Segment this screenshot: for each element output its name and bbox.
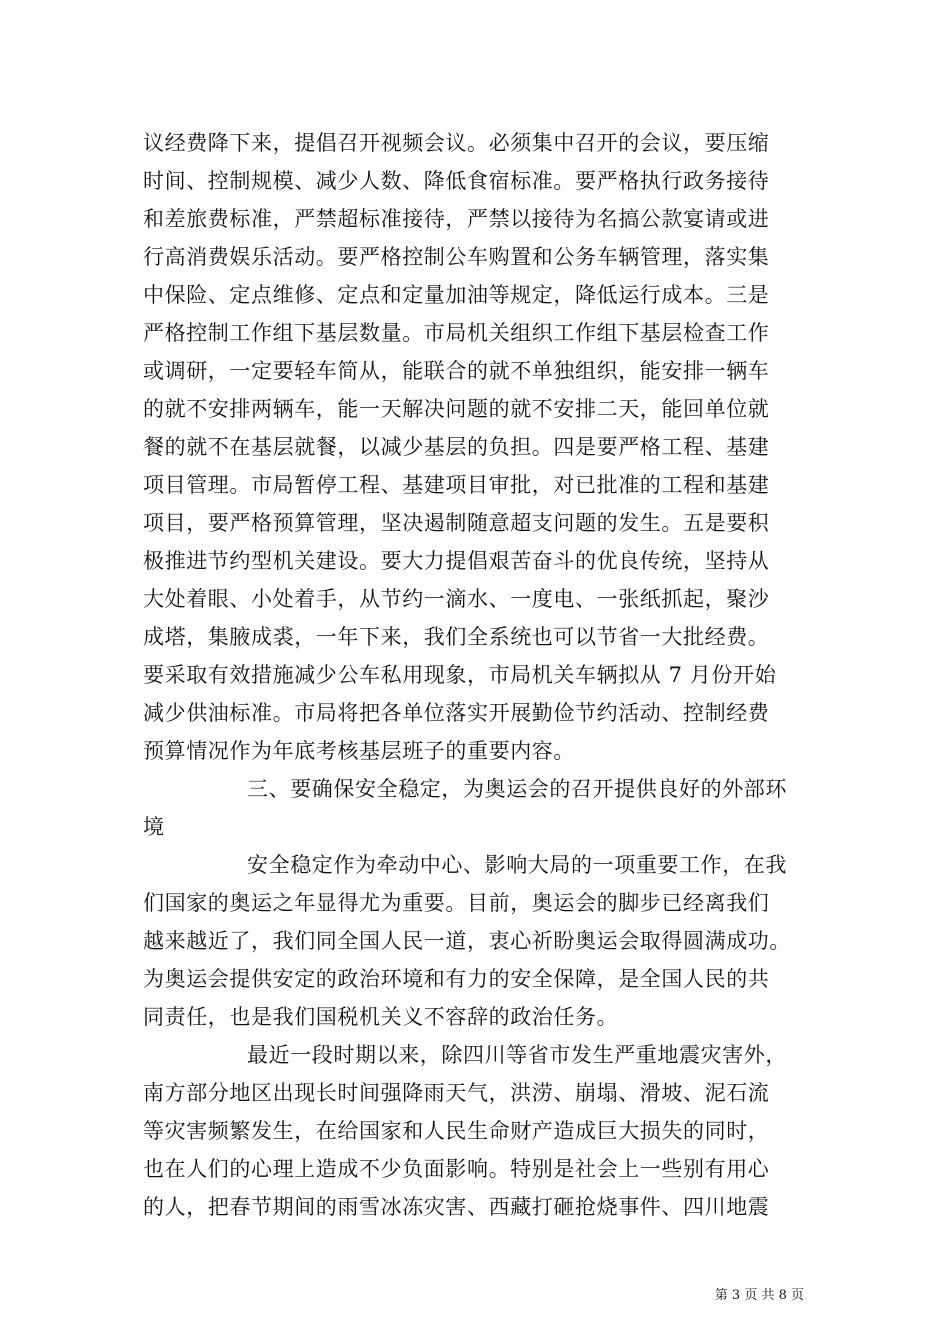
body-line: 的就不安排两辆车，能一天解决问题的就不安排二天，能回单位就	[143, 397, 770, 421]
body-line: 或调研，一定要轻车简从，能联合的就不单独组织，能安排一辆车	[143, 359, 770, 383]
section-heading-line: 境	[143, 815, 165, 839]
page-number-footer: 第 3 页 共 8 页	[714, 1288, 804, 1303]
body-line: 行高消费娱乐活动。要严格控制公车购置和公务车辆管理，落实集	[143, 245, 770, 269]
body-line: 预算情况作为年底考核基层班子的重要内容。	[143, 739, 575, 763]
body-line: 极推进节约型机关建设。要大力提倡艰苦奋斗的优良传统，坚持从	[143, 549, 770, 573]
body-line: 也在人们的心理上造成不少负面影响。特别是社会上一些别有用心	[143, 1157, 770, 1181]
body-line: 大处着眼、小处着手，从节约一滴水、一度电、一张纸抓起，聚沙	[143, 587, 770, 611]
body-line: 最近一段时期以来，除四川等省市发生严重地震灾害外，	[247, 1043, 787, 1067]
body-line: 成塔，集腋成裘，一年下来，我们全系统也可以节省一大批经费。	[143, 625, 770, 649]
body-line: 同责任，也是我们国税机关义不容辞的政治任务。	[143, 1005, 619, 1029]
body-line: 时间、控制规模、减少人数、降低食宿标准。要严格执行政务接待	[143, 169, 770, 193]
body-line: 安全稳定作为牵动中心、影响大局的一项重要工作，在我	[247, 853, 787, 877]
body-line: 的人，把春节期间的雨雪冰冻灾害、西藏打砸抢烧事件、四川地震	[143, 1195, 770, 1219]
body-line: 要采取有效措施减少公车私用现象，市局机关车辆拟从 7 月份开始	[143, 663, 777, 687]
body-line: 项目管理。市局暂停工程、基建项目审批，对已批准的工程和基建	[143, 473, 770, 497]
body-line: 和差旅费标准，严禁超标准接待，严禁以接待为名搞公款宴请或进	[143, 207, 770, 231]
section-heading-line: 三、要确保安全稳定，为奥运会的召开提供良好的外部环	[247, 777, 787, 801]
body-line: 餐的就不在基层就餐，以减少基层的负担。四是要严格工程、基建	[143, 435, 770, 459]
body-line: 为奥运会提供安定的政治环境和有力的安全保障，是全国人民的共	[143, 967, 770, 991]
body-line: 议经费降下来，提倡召开视频会议。必须集中召开的会议，要压缩	[143, 131, 770, 155]
body-line: 严格控制工作组下基层数量。市局机关组织工作组下基层检查工作	[143, 321, 770, 345]
body-line: 等灾害频繁发生，在给国家和人民生命财产造成巨大损失的同时，	[143, 1119, 770, 1143]
body-line: 越来越近了，我们同全国人民一道，衷心祈盼奥运会取得圆满成功。	[143, 929, 791, 953]
body-line: 项目，要严格预算管理，坚决遏制随意超支问题的发生。五是要积	[143, 511, 770, 535]
body-line: 们国家的奥运之年显得尤为重要。目前，奥运会的脚步已经离我们	[143, 891, 770, 915]
body-line: 南方部分地区出现长时间强降雨天气，洪涝、崩塌、滑坡、泥石流	[143, 1081, 770, 1105]
body-line: 中保险、定点维修、定点和定量加油等规定，降低运行成本。三是	[143, 283, 770, 307]
body-line: 减少供油标准。市局将把各单位落实开展勤俭节约活动、控制经费	[143, 701, 770, 725]
